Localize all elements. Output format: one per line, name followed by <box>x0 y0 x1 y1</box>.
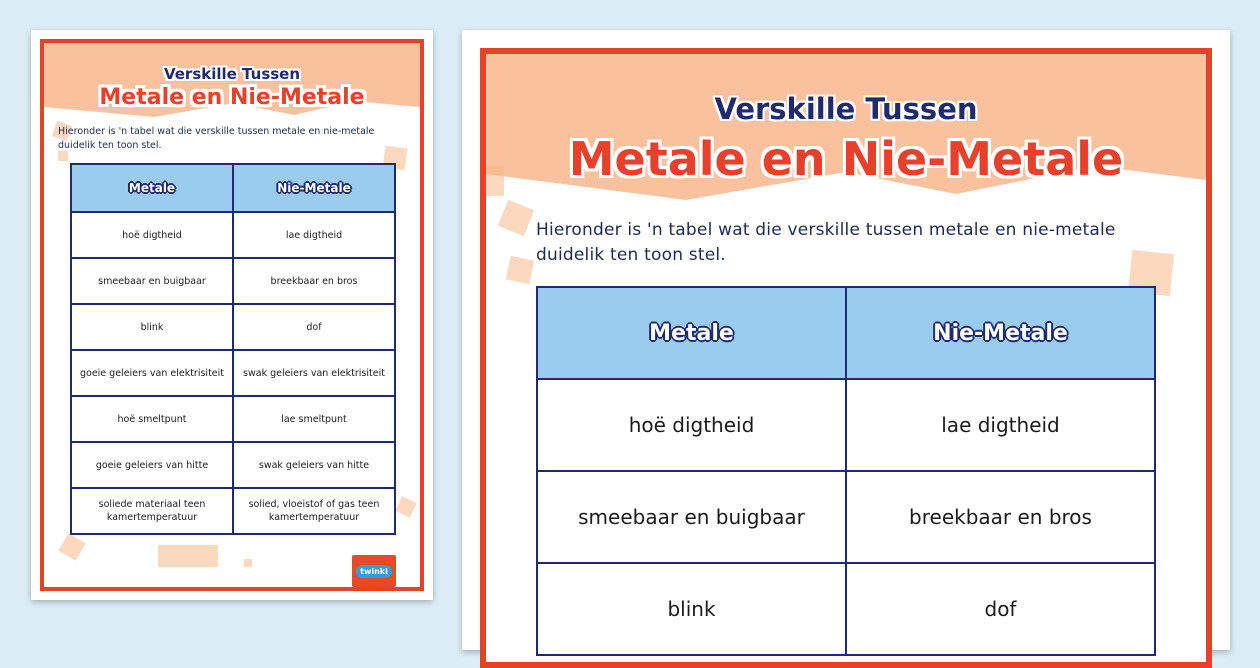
table-header-row <box>537 287 1155 379</box>
twinkl-logo-text: twinkl <box>356 565 392 578</box>
cell-nie-metale: lae digtheid <box>233 212 395 258</box>
cell-metale: goeie geleiers van elektrisiteit <box>71 350 233 396</box>
poster-frame <box>40 39 424 591</box>
comparison-table <box>70 163 396 535</box>
table-row <box>71 258 395 304</box>
cell-metale: blink <box>537 563 846 655</box>
cell-metale: soliede materiaal teen kamertemperatuur <box>71 488 233 534</box>
table-row <box>71 488 395 534</box>
poster-frame <box>480 48 1212 668</box>
poster-title-line1: Verskille Tussen <box>714 92 978 126</box>
poster-title-line2: Metale en Nie-Metale <box>568 132 1124 186</box>
comparison-table <box>536 286 1156 656</box>
poster-intro: Hieronder is 'n tabel wat die verskille tussen metale en nie-metale duidelik ten toon stel. <box>58 126 375 151</box>
table-row <box>537 563 1155 655</box>
large-poster-sheet <box>462 30 1230 650</box>
header-metale: Metale <box>71 164 233 212</box>
cell-metale: smeebaar en buigbaar <box>537 471 846 563</box>
table-row <box>537 471 1155 563</box>
cell-nie-metale: solied, vloeistof of gas teen kamertemperatuur <box>233 488 395 534</box>
header-nie-metale: Nie-Metale <box>233 164 395 212</box>
decor-square <box>395 496 416 517</box>
cell-nie-metale: breekbaar en bros <box>846 471 1155 563</box>
poster-intro: Hieronder is 'n tabel wat die verskille tussen metale en nie-metale duidelik ten toon stel. <box>536 220 1116 265</box>
cell-nie-metale: swak geleiers van elektrisiteit <box>233 350 395 396</box>
cell-nie-metale: swak geleiers van hitte <box>233 442 395 488</box>
decor-square <box>506 256 534 284</box>
cell-nie-metale: dof <box>846 563 1155 655</box>
cell-nie-metale: lae smeltpunt <box>233 396 395 442</box>
table-header-row <box>71 164 395 212</box>
decor-square <box>58 533 85 560</box>
cell-nie-metale: breekbaar en bros <box>233 258 395 304</box>
decor-square <box>158 545 218 567</box>
table-row <box>71 442 395 488</box>
poster-title-line2: Metale en Nie-Metale <box>99 85 365 110</box>
cell-metale: blink <box>71 304 233 350</box>
table-row <box>71 396 395 442</box>
table-row <box>71 304 395 350</box>
header-nie-metale: Nie-Metale <box>846 287 1155 379</box>
cell-metale: hoë smeltpunt <box>71 396 233 442</box>
cell-nie-metale: dof <box>233 304 395 350</box>
header-metale: Metale <box>537 287 846 379</box>
cell-metale: hoë digtheid <box>537 379 846 471</box>
table-row <box>537 379 1155 471</box>
table-row <box>71 212 395 258</box>
cell-metale: goeie geleiers van hitte <box>71 442 233 488</box>
poster-title-line1: Verskille Tussen <box>163 65 301 83</box>
decor-square <box>244 559 252 567</box>
cell-nie-metale: lae digtheid <box>846 379 1155 471</box>
table-row <box>71 350 395 396</box>
cell-metale: smeebaar en buigbaar <box>71 258 233 304</box>
small-poster-sheet <box>31 30 433 600</box>
twinkl-logo <box>352 555 396 587</box>
cell-metale: hoë digtheid <box>71 212 233 258</box>
